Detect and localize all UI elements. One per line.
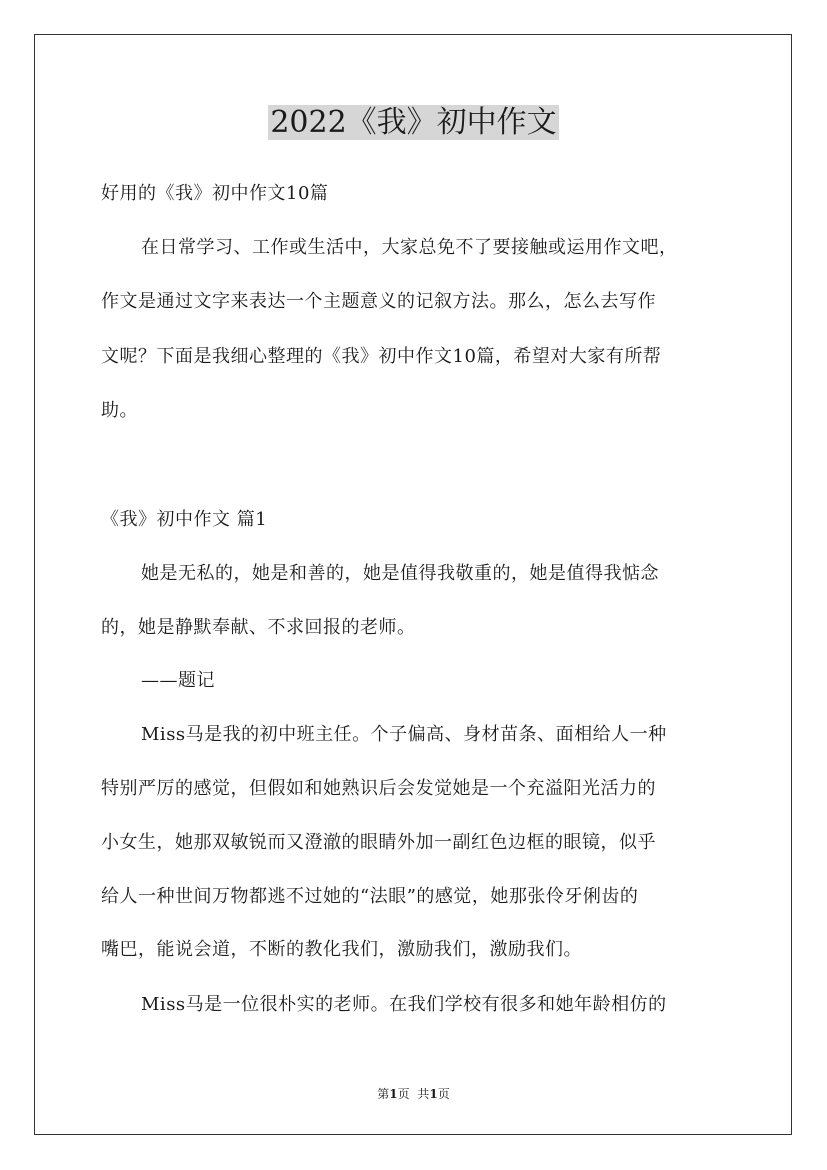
total-pages-prefix: 共	[417, 1087, 430, 1101]
essay-line: 嘴巴，能说会道，不断的教化我们，激励我们，激励我们。	[101, 939, 582, 960]
essay-line: 的，她是静默奉献、不求回报的老师。	[101, 617, 416, 638]
essay-line: 给人一种世间万物都逃不过她的“法眼”的感觉，她那张伶牙俐齿的	[101, 886, 639, 907]
essay-line: 她是无私的，她是和善的，她是值得我敬重的，她是值得我惦念	[141, 563, 659, 584]
intro-line: 助。	[101, 400, 138, 421]
total-pages-unit: 页	[437, 1087, 450, 1101]
essay-line: Miss马是我的初中班主任。个子偏高、身材苗条、面相给人一种	[141, 724, 667, 745]
section-heading: 《我》初中作文 篇1	[101, 509, 268, 530]
intro-line: 作文是通过文字来表达一个主题意义的记叙方法。那么，怎么去写作	[101, 291, 656, 312]
essay-line: 小女生，她那双敏锐而又澄澈的眼睛外加一副红色边框的眼镜，似乎	[101, 832, 656, 853]
document-title-container	[0, 104, 827, 142]
page-number-unit: 页	[397, 1087, 410, 1101]
intro-line: 在日常学习、工作或生活中，大家总免不了要接触或运用作文吧，	[141, 237, 678, 258]
essay-line: Miss马是一位很朴实的老师。在我们学校有很多和她年龄相仿的	[141, 994, 667, 1015]
essay-epigraph-attribution: ——题记	[141, 670, 215, 691]
page-number-prefix: 第	[377, 1087, 390, 1101]
page-footer	[0, 1085, 827, 1102]
page-number: 1	[389, 1087, 398, 1101]
total-pages: 1	[429, 1087, 438, 1101]
document-subtitle: 好用的《我》初中作文10篇	[101, 183, 329, 204]
document-title: 2022《我》初中作文	[270, 105, 557, 140]
intro-line: 文呢？下面是我细心整理的《我》初中作文10篇，希望对大家有所帮	[101, 346, 662, 367]
essay-line: 特别严厉的感觉，但假如和她熟识后会发觉她是一个充溢阳光活力的	[101, 778, 656, 799]
